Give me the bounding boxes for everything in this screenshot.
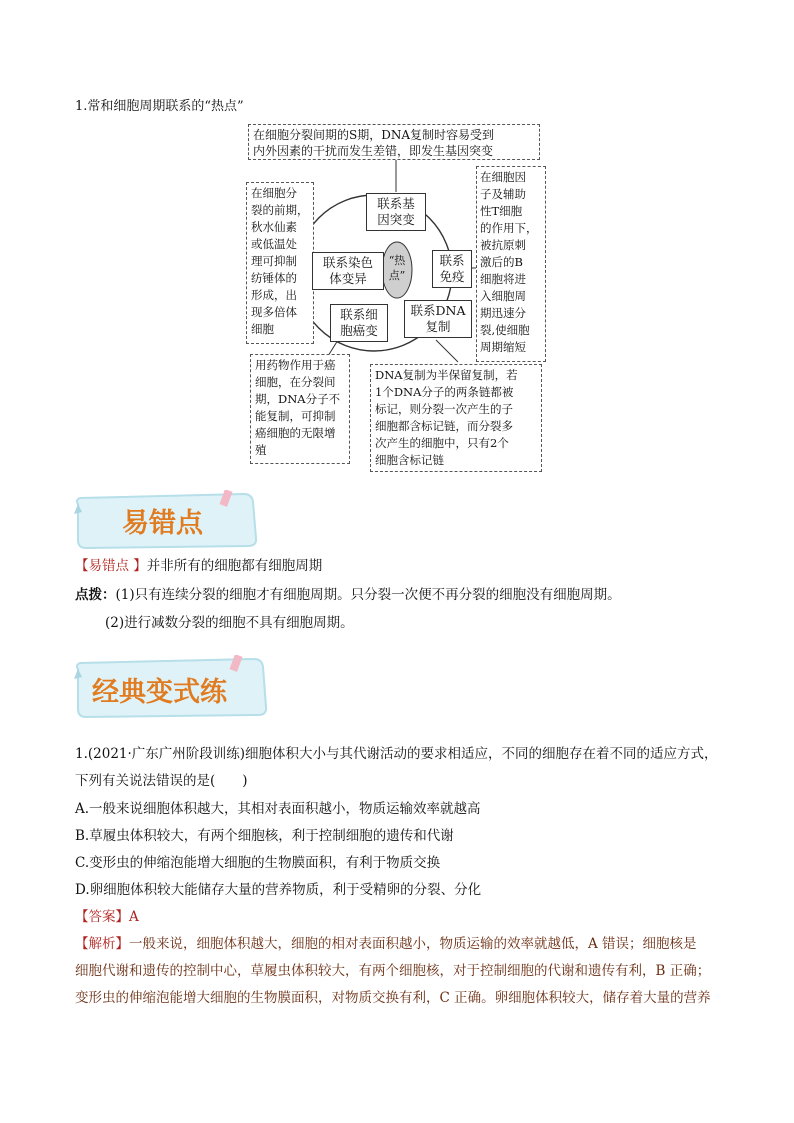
analysis-tag: 【解析】 xyxy=(75,936,129,952)
option-c: C.变形虫的伸缩泡能增大细胞的生物膜面积，有利于物质交换 xyxy=(75,855,441,871)
tips-line-1 xyxy=(75,586,621,604)
tips-line-2: (2)进行减数分裂的细胞不具有细胞周期。 xyxy=(105,615,354,631)
box-chromosome-variation: 在细胞分 裂的前期， 秋水仙素 或低温处 理可抑制 纺锤体的 形成，出 现多倍体 细胞 xyxy=(246,182,314,344)
section-heading: 1.常和细胞周期联系的“热点” xyxy=(75,99,244,114)
option-a: A.一般来说细胞体积越大，其相对表面积越小，物质运输效率就越高 xyxy=(75,801,481,817)
node-dna-replication: 联系DNA 复制 xyxy=(404,300,472,338)
banner-common-mistakes xyxy=(72,490,262,550)
mistake-line xyxy=(75,557,322,575)
node-cancer: 联系细 胞癌变 xyxy=(330,304,388,342)
node-immunity: 联系 免疫 xyxy=(432,250,472,288)
option-d: D.卵细胞体积较大能储存大量的营养物质，利于受精卵的分裂、分化 xyxy=(75,882,482,898)
box-dna-replication: DNA复制为半保留复制，若 1个DNA分子的两条链都被 标记，则分裂一次产生的子 细胞都含标记链，而分裂多 次产生的细胞中，只有2个 细胞含标记链 xyxy=(370,364,542,472)
mistake-tag: 【易错点 】 xyxy=(75,558,147,574)
option-b: B.草履虫体积较大，有两个细胞核，利于控制细胞的遗传和代谢 xyxy=(75,828,454,844)
banner1-title: 易错点 xyxy=(122,508,203,539)
box-immunity: 在细胞因 子及辅助 性T细胞 的作用下， 被抗原刺 激后的B 细胞将进 入细胞周 期迅速分 裂,使细胞 周期缩短 xyxy=(476,166,546,362)
banner-variant-practice xyxy=(72,655,272,719)
banner2-title: 经典变式练 xyxy=(92,677,227,708)
question-stem-2: 下列有关说法错误的是( ) xyxy=(75,773,248,789)
question-stem-1: 1.(2021·广东广州阶段训练)细胞体积大小与其代谢活动的要求相适应，不同的细胞存在着不同的适应方式， xyxy=(75,746,718,762)
connector-bottom-right xyxy=(436,340,458,362)
analysis-line-2: 细胞代谢和遗传的控制中心，草履虫体积较大，有两个细胞核，对于控制细胞的代谢和遗传有利，B 正确； xyxy=(75,963,711,979)
center-label: “热 点” xyxy=(388,254,406,282)
analysis-text-1: 一般来说，细胞体积越大，细胞的相对表面积越小，物质运输的效率就越低，A 错误；细胞核是 xyxy=(129,936,697,952)
cell-cycle-hotspot-diagram xyxy=(248,118,546,474)
analysis-line-3: 变形虫的伸缩泡能增大细胞的生物膜面积，对物质交换有利，C 正确。卵细胞体积较大，储存着大量的营养 xyxy=(75,990,711,1006)
answer-value: A xyxy=(129,909,139,925)
tips-text-1: (1)只有连续分裂的细胞才有细胞周期。只分裂一次便不再分裂的细胞没有细胞周期。 xyxy=(115,587,621,603)
node-gene-mutation: 联系基 因突变 xyxy=(366,193,426,231)
answer-tag: 【答案】 xyxy=(75,909,129,925)
box-cancer: 用药物作用于癌 细胞，在分裂间 期，DNA分子不 能复制，可抑制 癌细胞的无限增 殖 xyxy=(250,354,350,464)
analysis-line-1 xyxy=(75,935,697,953)
tips-label: 点拨： xyxy=(75,587,116,603)
box-gene-mutation: 在细胞分裂间期的S期，DNA复制时容易受到 内外因素的干扰而发生差错，即发生基因突变 xyxy=(248,124,540,160)
answer-line xyxy=(75,908,139,926)
mistake-text: 并非所有的细胞都有细胞周期 xyxy=(146,558,323,574)
node-chromosome-variation: 联系染色 体变异 xyxy=(312,252,384,290)
